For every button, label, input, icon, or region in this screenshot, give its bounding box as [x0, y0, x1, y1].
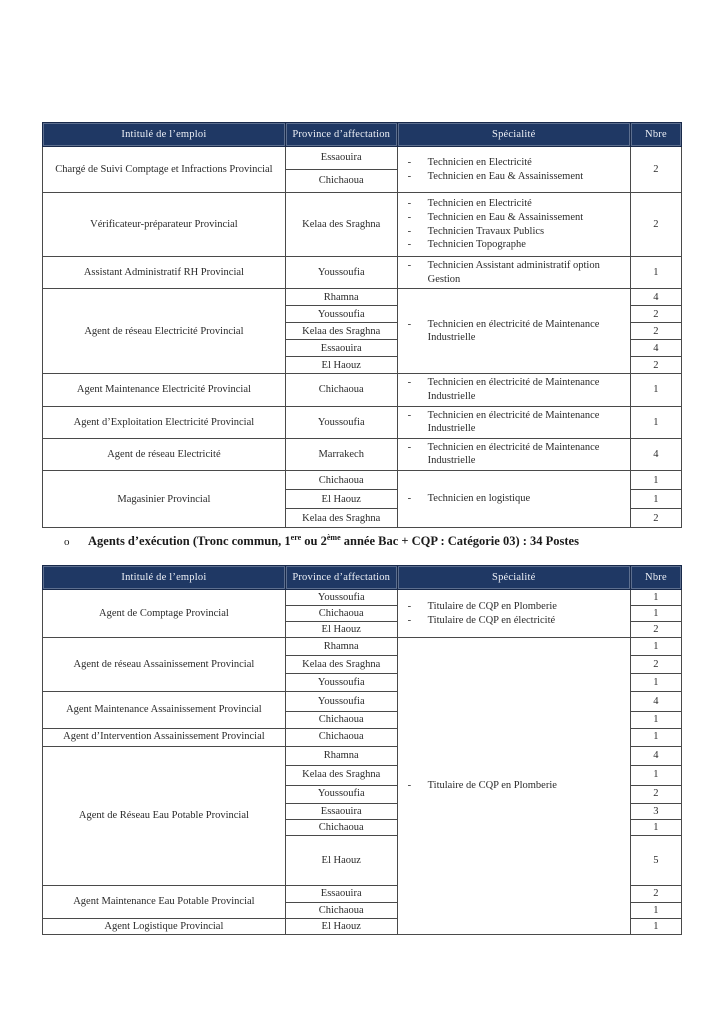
bullet-dash: - [407, 780, 412, 792]
specialty-item [406, 441, 626, 468]
column-header-3: Spécialité [397, 123, 630, 147]
specialty-item [406, 170, 626, 184]
specialty-text: Technicien Assistant administratif option Gestion [427, 260, 600, 285]
province-cell: Youssoufia [285, 257, 397, 289]
count-cell: 4 [630, 438, 681, 470]
table-row [43, 257, 682, 289]
specialty-text: Technicien Topographe [427, 239, 526, 251]
province-cell: Chichaoua [285, 902, 397, 918]
specialty-cell [397, 471, 630, 528]
count-cell: 1 [630, 765, 681, 785]
province-cell: Rhamna [285, 746, 397, 765]
bullet-dash: - [407, 198, 412, 210]
section-heading [64, 534, 684, 549]
column-header-4: Nbre [630, 123, 681, 147]
job-title-cell: Agent de réseau Electricité [43, 438, 286, 470]
specialty-item [406, 156, 626, 170]
job-title-cell: Magasinier Provincial [43, 471, 286, 528]
job-title-cell: Agent de réseau Assainissement Provincial [43, 638, 286, 692]
bullet-dash: - [407, 601, 412, 613]
specialty-cell [397, 406, 630, 438]
column-header-2: Province d’affectation [285, 566, 397, 590]
specialty-cell [397, 289, 630, 374]
specialty-item [406, 600, 626, 614]
count-cell: 4 [630, 692, 681, 712]
column-header-1: Intitulé de l’emploi [43, 566, 286, 590]
bullet-dash: - [407, 409, 412, 421]
province-cell: Essaouira [285, 340, 397, 357]
job-title-cell: Agent d’Intervention Assainissement Provincial [43, 728, 286, 746]
count-cell: 2 [630, 357, 681, 374]
specialty-text: Titulaire de CQP en électricité [427, 614, 556, 626]
count-cell: 2 [630, 147, 681, 193]
count-cell: 1 [630, 606, 681, 622]
bullet-dash: - [407, 225, 412, 237]
specialty-cell [397, 193, 630, 257]
specialty-text: Titulaire de CQP en Plomberie [427, 601, 557, 613]
job-title-cell: Agent de Comptage Provincial [43, 590, 286, 638]
table-row [43, 438, 682, 470]
province-cell: Essaouira [285, 885, 397, 902]
specialty-cell [397, 374, 630, 406]
specialty-text: Technicien en Electricité [427, 156, 532, 168]
bullet-dash: - [407, 441, 412, 453]
specialty-item [406, 238, 626, 252]
job-title-cell: Assistant Administratif RH Provincial [43, 257, 286, 289]
specialty-item [406, 614, 626, 628]
count-cell: 1 [630, 490, 681, 509]
count-cell: 2 [630, 785, 681, 803]
count-cell: 3 [630, 803, 681, 819]
specialty-cell [397, 438, 630, 470]
province-cell: Essaouira [285, 147, 397, 170]
province-cell: Youssoufia [285, 674, 397, 692]
province-cell: Chichaoua [285, 606, 397, 622]
bullet-dash: - [407, 170, 412, 182]
job-title-cell: Agent Logistique Provincial [43, 918, 286, 934]
count-cell: 1 [630, 471, 681, 490]
province-cell: Kelaa des Sraghna [285, 193, 397, 257]
count-cell: 1 [630, 918, 681, 934]
province-cell: Rhamna [285, 289, 397, 306]
specialty-cell [397, 257, 630, 289]
specialty-text: Technicien en électricité de Maintenance Industrielle [427, 441, 600, 467]
province-cell: Chichaoua [285, 819, 397, 835]
count-cell: 1 [630, 674, 681, 692]
header-row [43, 566, 682, 590]
province-cell: El Haouz [285, 490, 397, 509]
job-title-cell: Agent Maintenance Eau Potable Provincial [43, 885, 286, 918]
specialty-item [406, 376, 626, 403]
specialty-text: Technicien Travaux Publics [427, 225, 545, 237]
count-cell: 4 [630, 746, 681, 765]
count-cell: 1 [630, 374, 681, 406]
bullet-dash: - [407, 614, 412, 626]
column-header-1: Intitulé de l’emploi [43, 123, 286, 147]
province-cell: Chichaoua [285, 728, 397, 746]
province-cell: Youssoufia [285, 590, 397, 606]
bullet-dash: - [407, 211, 412, 223]
specialty-text: Technicien en Electricité [427, 198, 532, 210]
table-row [43, 147, 682, 170]
count-cell: 1 [630, 712, 681, 728]
count-cell: 2 [630, 509, 681, 528]
count-cell: 1 [630, 406, 681, 438]
table-row [43, 193, 682, 257]
table-row [43, 289, 682, 306]
specialty-text: Technicien en électricité de Maintenance Industrielle [427, 409, 600, 435]
province-cell: Chichaoua [285, 712, 397, 728]
column-header-2: Province d’affectation [285, 123, 397, 147]
province-cell: Kelaa des Sraghna [285, 765, 397, 785]
count-cell: 2 [630, 885, 681, 902]
count-cell: 1 [630, 728, 681, 746]
count-cell: 1 [630, 590, 681, 606]
count-cell: 2 [630, 622, 681, 638]
count-cell: 2 [630, 306, 681, 323]
count-cell: 1 [630, 638, 681, 656]
province-cell: Marrakech [285, 438, 397, 470]
province-cell: Youssoufia [285, 406, 397, 438]
job-title-cell: Agent Maintenance Assainissement Provincial [43, 692, 286, 728]
job-title-cell: Agent Maintenance Electricité Provincial [43, 374, 286, 406]
table-row [43, 374, 682, 406]
province-cell: Kelaa des Sraghna [285, 509, 397, 528]
province-cell: Chichaoua [285, 374, 397, 406]
specialty-text: Technicien en Eau & Assainissement [427, 211, 584, 223]
job-title-cell: Agent de Réseau Eau Potable Provincial [43, 746, 286, 885]
bullet-dash: - [407, 318, 412, 330]
province-cell: El Haouz [285, 622, 397, 638]
specialty-item [406, 492, 626, 506]
count-cell: 1 [630, 819, 681, 835]
list-bullet: o [64, 536, 70, 548]
specialty-text: Technicien en Eau & Assainissement [427, 170, 584, 182]
bullet-dash: - [407, 156, 412, 168]
count-cell: 1 [630, 257, 681, 289]
job-title-cell: Chargé de Suivi Comptage et Infractions Provincial [43, 147, 286, 193]
specialty-text: Technicien en électricité de Maintenance Industrielle [427, 318, 600, 344]
table-row [43, 638, 682, 656]
province-cell: Kelaa des Sraghna [285, 323, 397, 340]
column-header-4: Nbre [630, 566, 681, 590]
specialty-cell [397, 590, 630, 638]
count-cell: 5 [630, 835, 681, 885]
table-row [43, 590, 682, 606]
specialty-text: Technicien en électricité de Maintenance Industrielle [427, 377, 600, 402]
count-cell: 2 [630, 193, 681, 257]
specialty-cell-merged [397, 638, 630, 935]
specialty-item [406, 259, 626, 286]
column-header-3: Spécialité [397, 566, 630, 590]
header-row [43, 123, 682, 147]
specialty-item [406, 409, 626, 436]
table-row [43, 406, 682, 438]
job-title-cell: Agent d’Exploitation Electricité Provincial [43, 406, 286, 438]
specialty-item [406, 197, 626, 211]
province-cell: Essaouira [285, 803, 397, 819]
count-cell: 2 [630, 656, 681, 674]
jobs-table-techniciens [42, 122, 682, 528]
count-cell: 4 [630, 340, 681, 357]
specialty-text: Technicien en logistique [427, 493, 531, 505]
job-title-cell: Vérificateur-préparateur Provincial [43, 193, 286, 257]
count-cell: 1 [630, 902, 681, 918]
table-row [43, 471, 682, 490]
count-cell: 2 [630, 323, 681, 340]
job-title-cell: Agent de réseau Electricité Provincial [43, 289, 286, 374]
province-cell: Youssoufia [285, 692, 397, 712]
specialty-item [406, 211, 626, 225]
specialty-text: Titulaire de CQP en Plomberie [427, 780, 557, 792]
province-cell: El Haouz [285, 357, 397, 374]
specialty-item [406, 225, 626, 239]
province-cell: El Haouz [285, 835, 397, 885]
province-cell: El Haouz [285, 918, 397, 934]
bullet-dash: - [407, 239, 412, 251]
province-cell: Rhamna [285, 638, 397, 656]
bullet-dash: - [407, 260, 412, 271]
province-cell: Youssoufia [285, 306, 397, 323]
count-cell: 4 [630, 289, 681, 306]
bullet-dash: - [407, 377, 412, 389]
section-heading-text: Agents d’exécution (Tronc commun, 1ere ou 2ème année Bac + CQP : Catégorie 03) : 34 Postes [88, 532, 579, 548]
specialty-item [406, 779, 626, 793]
province-cell: Youssoufia [285, 785, 397, 803]
jobs-table-agents-execution [42, 565, 682, 935]
bullet-dash: - [407, 493, 412, 505]
province-cell: Kelaa des Sraghna [285, 656, 397, 674]
specialty-item [406, 318, 626, 345]
province-cell: Chichaoua [285, 170, 397, 193]
specialty-cell [397, 147, 630, 193]
province-cell: Chichaoua [285, 471, 397, 490]
